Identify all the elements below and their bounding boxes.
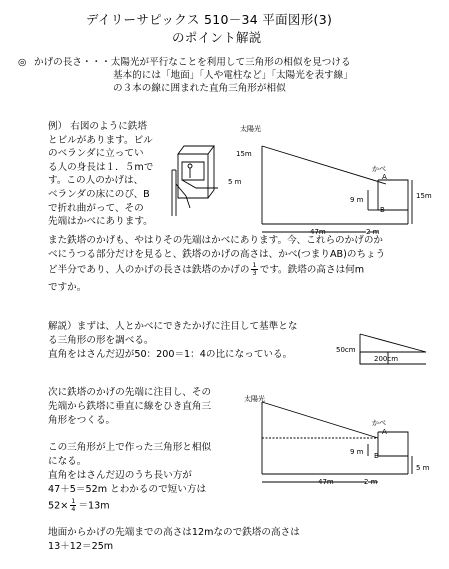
example-wide-4: ですか。 <box>48 282 87 293</box>
fig1-label-kabe: かべ <box>372 165 386 173</box>
fig1-label-9m: 9 m <box>350 196 364 204</box>
example-line-4: る人の身長は１．５mで <box>48 161 154 173</box>
example-line-8: 先端はかべにあります。 <box>48 216 153 228</box>
solution2-line-10: 13＋12＝25m <box>48 541 114 552</box>
example-line-3: のベランダに立ってい <box>48 148 144 160</box>
fig1-label-15m-right: 15m <box>416 192 432 200</box>
example-line-7: で折れ曲がって、その <box>48 202 144 214</box>
example-wide-2: べにうつる部分だけを見ると、鉄塔のかげの高さは、かべ(つまりAB)のちょう <box>48 249 386 260</box>
page-title: デイリーサピックス 510－34 平面図形(3) <box>86 12 333 27</box>
solution2-line-9: 地面からかげの先端までの高さは12mなので鉄塔の高さは <box>48 527 300 538</box>
solution1-line-1: 解説）まずは、人とかべにできたかげに注目して基準とな <box>48 321 298 332</box>
fig3-label-2m: 2 m <box>364 478 378 486</box>
fig1-label-b: B <box>380 206 385 214</box>
fraction-one-third: $\frac{1}{3}$ <box>252 261 257 277</box>
example-line-6: ベランダの床にのび、B <box>48 188 150 200</box>
fraction-one-quarter: $\frac{1}{4}$ <box>71 497 76 513</box>
example-wide-1: また鉄塔のかげも、やはりその先端はかべにあります。今、これらのかげのか <box>48 235 384 246</box>
fig3-label-5m: 5 m <box>416 464 430 472</box>
fig2-label-50cm: 50cm <box>336 346 356 354</box>
example-line-2: とビルがあります。ビル <box>48 134 153 146</box>
fig3-label-a: A <box>382 428 387 436</box>
solution2-line-1: 次に鉄塔のかげの先端に注目し、その <box>48 387 212 398</box>
figure-side-diagram <box>250 128 430 238</box>
fig1-label-5m-small: 5 m <box>228 178 242 186</box>
solution2-line-3: 角形をつくる。 <box>48 415 116 426</box>
fig3-label-sun: 太陽光 <box>244 395 265 403</box>
figure-solution-diagram <box>250 392 430 492</box>
fig1-label-a: A <box>382 173 387 181</box>
solution2-line-8: 52× $\frac{1}{4}$ ＝13m <box>48 497 110 513</box>
fig3-label-9m: 9 m <box>350 448 364 456</box>
example-block <box>48 120 153 229</box>
fig1-label-15m-left: 15m <box>236 150 252 158</box>
point-line-1: かげの長さ・・・太陽光が平行なことを利用して三角形の相似を見つける <box>34 57 351 68</box>
point-line-2: 基本的には「地面」「人や電柱など」「太陽光を表す線」 <box>113 70 353 81</box>
fig1-label-2m: 2 m <box>366 228 380 236</box>
solution1-line-3: 直角をはさんだ辺が50：200＝1：4の比になっている。 <box>48 349 293 360</box>
fig1-label-sun: 太陽光 <box>240 125 261 133</box>
solution2-line-4: この三角形が上で作った三角形と相似 <box>48 442 212 453</box>
solution1-line-2: る三角形の形を調べる。 <box>48 335 154 346</box>
solution2-line-7: 47＋5＝52m とわかるので短い方は <box>48 484 207 495</box>
solution2-line-2: 先端から鉄塔に垂直に線をひき直角三 <box>48 401 212 412</box>
solution2-line-6: 直角をはさんだ辺のうち長い方が <box>48 470 192 481</box>
fig2-label-200cm: 200cm <box>374 355 399 363</box>
example-wide-3: ど半分であり、人のかげの長さは鉄塔のかげの $\frac{1}{3}$ です。鉄塔の高さは何m <box>48 261 365 277</box>
solution2-line-5: になる。 <box>48 456 87 467</box>
point-mark: ◎ <box>18 57 27 68</box>
example-line-1: 例） 右図のように鉄塔 <box>48 121 147 132</box>
fig3-label-47m: 47m <box>318 478 334 486</box>
point-line-3: の３本の線に囲まれた直角三角形が相似 <box>113 83 286 94</box>
example-line-5: す。この人のかげは、 <box>48 175 144 187</box>
page-subtitle: のポイント解説 <box>172 30 262 45</box>
fig3-label-kabe: かべ <box>372 419 386 427</box>
fig3-label-b: B <box>374 452 379 460</box>
fig1-label-47m: 47m <box>310 228 326 236</box>
